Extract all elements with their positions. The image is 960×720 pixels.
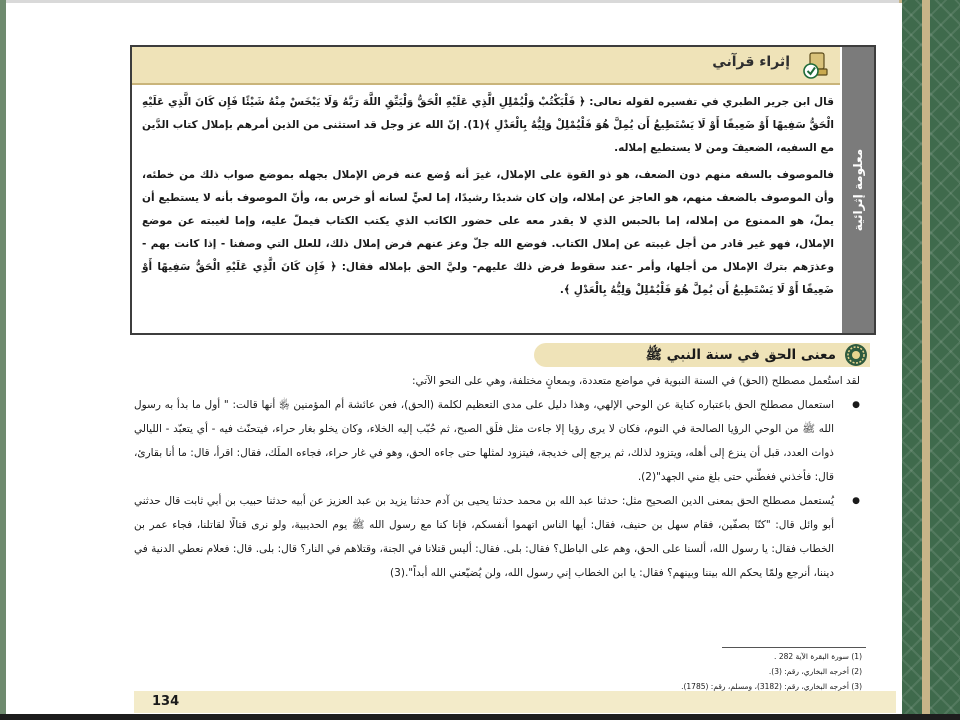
enrichment-title: إثراء قرآني <box>712 54 790 70</box>
footnote-divider <box>722 647 866 648</box>
book-page <box>6 3 902 714</box>
section-title: معنى الحق في سنة النبي ﷺ <box>645 347 836 363</box>
enrichment-paragraph-1: قال ابن جرير الطبري في تفسيره لقوله تعالى: ﴿ فَلْيَكْتُبْ وَلْيُمْلِلِ الَّذِي عَلَيْهِ الْحَقُّ وَلْيَتَّقِ اللَّهَ رَبَّهُ وَلَا يَبْخَسْ مِنْهُ شَيْئًا فَإِن كَانَ الَّذِي عَلَيْهِ الْحَقُّ سَفِيهًا أَوْ ضَعِيفًا أَوْ لَا يَسْتَطِيعُ أَن يُمِلَّ هُوَ فَلْيُمْلِلْ وَلِيُّهُ بِالْعَدْلِ ﴾(1). إنّ الله عز وجل قد استثنى من الذين أمرهم بإملال كتاب الدَّين مع السفيه، الضعيفَ ومن لا يستطيع إملاله. <box>142 96 834 154</box>
page-number: 134 <box>152 694 180 709</box>
enrichment-box <box>130 45 876 335</box>
footnote-1: (1) سورة البقرة الآية 282 . <box>774 652 862 661</box>
enrichment-paragraph-2: فالموصوف بالسفه منهم دون الضعف، هو ذو القوة على الإملال، غيرَ أنه وُضع عنه فرض الإملال بجهله بموضع صواب ذلك من خطئه، وأن الموصوف بالضعف منهم، هو العاجز عن إملاله، وإن كان شديدًا رشيدًا، إما لعيٍّ لسانه أو خرس به، وأنّ الموصوف بأنه لا يستطيع أن يملّ، هو الممنوع من إملاله، إما بالحبس الذي لا يقدر معه على حضور الكاتب الذي يكتب الكتاب فيملّ عليه، وإما لغيبته عن موضع الإملال، فهو غير قادر من أجل غيبته عن إملال الكتاب. فوضع الله جلّ وعز عنهم فرض إملال ذلك، للعلل التي وصفنا - إذا كانت بهم - وعذرَهم بترك الإملال من أجلها، وأمر -عند سقوط فرض ذلك عليهم- وليَّ الحق بإملاله فقال: ﴿ فَإِن كَانَ الَّذِي عَلَيْهِ الْحَقُّ سَفِيهًا أَوْ ضَعِيفًا أَوْ لَا يَسْتَطِيعُ أَن يُمِلَّ هُوَ فَلْيُمْلِلْ وَلِيُّهُ بِالْعَدْلِ ﴾. <box>142 169 834 296</box>
section-bullet-icon <box>844 343 868 367</box>
footnote-2: (2) أخرجه البخاري، رقم: (3). <box>768 667 862 676</box>
section-header <box>534 343 870 367</box>
side-label-text: معلومة إثرائية <box>851 148 866 232</box>
page-footer <box>134 691 896 713</box>
main-content <box>134 369 860 585</box>
side-label-tab <box>842 47 874 333</box>
intro-paragraph: لقد استُعمل مصطلح (الحق) في السنة النبوية في مواضع متعددة، وبمعانٍ مختلفة، وهي على النحو الآتي: <box>411 375 860 387</box>
footnotes <box>262 649 862 694</box>
enrichment-body <box>142 91 834 306</box>
footnote-3: (3) أخرجه البخاري، رقم: (3182)، ومسلم، رقم: (1785). <box>681 682 862 691</box>
checklist-stamp-icon <box>802 51 830 79</box>
bottom-edge <box>0 714 960 720</box>
enrichment-header <box>132 47 840 85</box>
decorative-border-stripe <box>922 0 930 720</box>
bullet-true-religion: ● يُستعمل مصطلح الحق بمعنى الدين الصحيح مثل: حدثنا عبد الله بن محمد حدثنا يحيى بن آدم حدثنا يزيد بن عبد العزيز عن أبيه حدثنا حبيب بن أبي ثابت قال حدثني أبو وائل قال: "كنّا بصفّين، فقام سهل بن حنيف، فقال: أيها الناس اتهموا أنفسكم، فإنا كنا مع رسول الله ﷺ يوم الحديبية، ولو نرى قتالًا لقاتلنا، فجاء عمر بن الخطاب فقال: يا رسول الله، ألسنا على الحق، وهم على الباطل؟ فقال: بلى. فقال: أليس قتلانا في الجنة، وقتلاهم في النار؟ قال: بلى. قال: فعلام نعطي الدنية في ديننا، أنرجع ولمّا يحكم الله بيننا وبينهم؟ فقال: يا ابن الخطاب إني رسول الله، ولن يُضيّعني الله أبداً".(3) <box>134 489 860 585</box>
bullet-revelation: ● استعمال مصطلح الحق باعتباره كناية عن الوحي الإلهي، وهذا دليل على مدى التعظيم لكلمة (الحق)، فعن عائشة أم المؤمنين ﵂ أنها قالت: " أول ما بدأ به رسول الله ﷺ من الوحي الرؤيا الصالحة في النوم، فكان لا يرى رؤيا إلا جاءت مثل فلَق الصبح، ثم حُبّب إليه الخلاء، وكان يخلو بغار حراء، فيتحنّث فيه - أي يتعبّد - الليالي ذوات العدد، قبل أن ينزع إلى أهله، ويتزود لذلك، ثم يرجع إلى خديجة، فيتزود لمثلها حتى جاءه الحق، وهو في غار حراء، فجاءه الملَك، فقال: اقرأ، قال: ما أنا بقارئ، قال: فأخذني فغطّني حتى بلغ مني الجهد"(2). <box>134 393 860 489</box>
